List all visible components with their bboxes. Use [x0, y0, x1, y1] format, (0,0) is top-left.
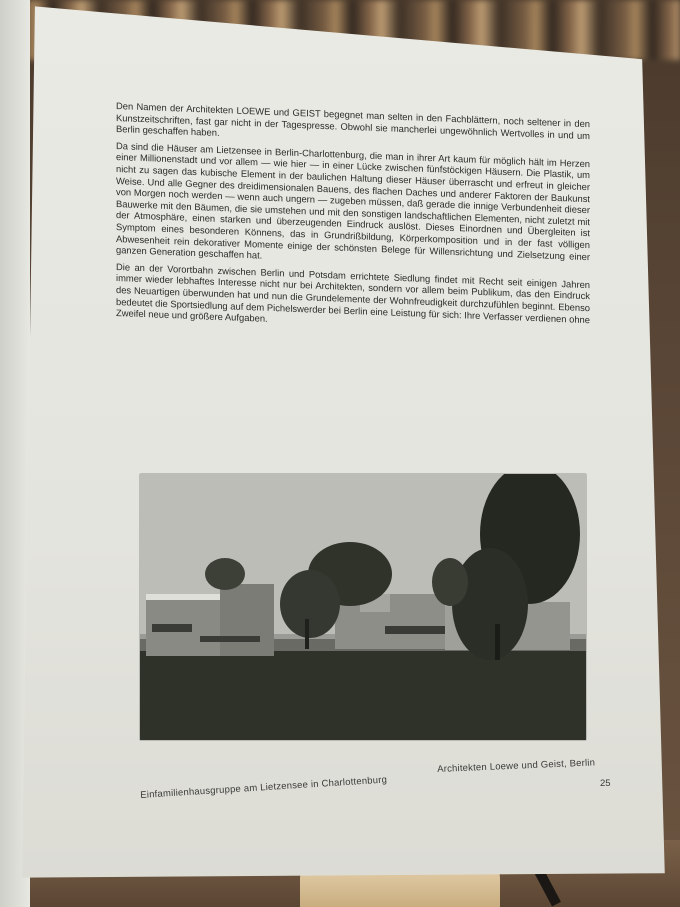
paragraph-2 — [116, 140, 590, 274]
photo-window-3 — [385, 626, 445, 634]
photo-house-left-tower — [220, 584, 274, 656]
photo-illustration — [140, 474, 586, 740]
photo-trunk-center — [305, 619, 309, 649]
photo-window-2 — [200, 636, 260, 642]
paragraph-2-text: Da sind die Häuser am Lietzensee in Berlin-Charlottenburg, die man in ihrer Art kaum für möglich hält im Herzen einer Millionenstadt und vor allem — wie hier — in einer Lücke zwischen fünfstöckigen Häusern. Die Plastik, um nicht zu sagen das kubische Element in der baulichen Haltung dieser Häuser überrascht und erfreut in gleicher Weise. Und alle Gegner des dreidimensionalen Bauens, des flachen Daches und anderer Faktoren der Baukunst von Morgen noch werden — wenn auch ungern — zugeben müssen, daß gerade die innige Verbundenheit dieser Bauwerke mit den Bäumen, die sie umstehen und mit den sonstigen landschaftlichen Elementen, nicht zuletzt mit der Atmosphäre, einen starken und überzeugenden Eindruck auslöst. Dieses Einordnen und Übergleiten ist Symptom eines besonderen Könnens, das in Grundrißbildung, Körperkomposition und in der fast völligen Abwesenheit rein dekorativer Momente einige der schönsten Belege für Willensrichtung und Zielsetzung einer ganzen Generation geschaffen hat. — [116, 139, 590, 262]
architect-credit: Architekten Loewe und Geist, Berlin — [437, 757, 596, 775]
paragraph-3 — [116, 261, 590, 337]
article-text — [116, 100, 590, 342]
photo-tree-right — [452, 548, 528, 660]
paragraph-1-text: Den Namen der Architekten LOEWE und GEIST begegnet man selten in den Fachblättern, noch seltener in den Kunstzeitschriften, fast gar nicht in der Tagespresse. Obwohl sie mancherlei ungewöhnlich Wertvolles in und um Berlin geschaffen haben. — [116, 100, 590, 141]
photo-tree-center-left — [280, 570, 340, 638]
page-number: 25 — [600, 778, 611, 789]
photo-window-1 — [152, 624, 192, 632]
photo-tree-mid — [432, 558, 468, 606]
architecture-photograph — [140, 474, 586, 740]
photo-lawn — [140, 644, 586, 740]
photo-trunk-right — [495, 624, 500, 660]
paragraph-3-text: Die an der Vorortbahn zwischen Berlin und Potsdam errichtete Siedlung findet mit Recht seit einigen Jahren immer wieder lebhaftes Interesse nicht nur bei Architekten, sondern vor allem beim Publikum, das den Eindruck des Neuartigen überwunden hat und nun die Grundelemente der Wohnfreudigkeit durchzufühlen beginnt. Ebenso bedeutet die Sportsiedlung auf dem Pichelswerder bei Berlin eine Leistung für sich: Ihre Verfasser verdienen ohne Zweifel neue und größere Aufgaben. — [116, 260, 590, 325]
photo-tree-small — [205, 558, 245, 590]
photo-caption: Einfamilienhausgruppe am Lietzensee in Charlottenburg — [140, 774, 388, 801]
